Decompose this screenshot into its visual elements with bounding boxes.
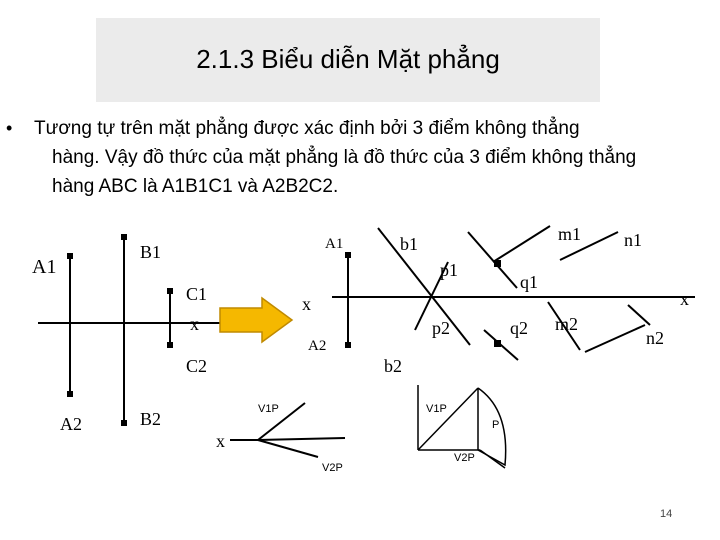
line-n2 bbox=[585, 325, 645, 352]
trace-mid-left bbox=[258, 438, 345, 440]
point-B2 bbox=[121, 420, 127, 426]
label-B2: B2 bbox=[140, 409, 162, 429]
label-m2: m2 bbox=[555, 314, 579, 334]
label-C1: C1 bbox=[186, 284, 208, 304]
transform-arrow bbox=[220, 298, 292, 342]
label-q2: q2 bbox=[510, 318, 528, 338]
label-p1: p1 bbox=[440, 260, 458, 280]
body-line-2: hàng. Vậy đồ thức của mặt phẳng là đồ thức của 3 điểm không thẳng bbox=[52, 147, 637, 168]
label-x-right: x bbox=[680, 289, 689, 309]
line-b bbox=[378, 228, 470, 345]
point-A1-mid bbox=[345, 252, 351, 258]
label-B1: B1 bbox=[140, 242, 162, 262]
label-A2-mid: A2 bbox=[308, 338, 327, 354]
label-v2p-left: V2P bbox=[322, 462, 343, 474]
body-line-3: hàng ABC là A1B1C1 và A2B2C2. bbox=[52, 176, 339, 197]
trace-v2p-left bbox=[258, 440, 318, 457]
page-number: 14 bbox=[660, 508, 673, 520]
plane-bottom-ext bbox=[480, 450, 505, 468]
label-p-right: P bbox=[492, 419, 500, 431]
point-A2-mid bbox=[345, 342, 351, 348]
label-A1-left: A1 bbox=[32, 256, 57, 278]
point-C1 bbox=[167, 288, 173, 294]
label-v1p-left: V1P bbox=[258, 403, 279, 415]
point-A2 bbox=[67, 391, 73, 397]
label-v1p-right: V1P bbox=[426, 403, 447, 415]
label-b1: b1 bbox=[400, 234, 418, 254]
label-x-mid: x bbox=[302, 294, 311, 314]
label-C2: C2 bbox=[186, 356, 208, 376]
label-x-bottom: x bbox=[216, 431, 225, 451]
label-x-left: x bbox=[190, 314, 199, 334]
label-q1: q1 bbox=[520, 272, 538, 292]
label-n2: n2 bbox=[646, 328, 664, 348]
body-line-1: Tương tự trên mặt phẳng được xác định bởi 3 điểm không thẳng bbox=[34, 118, 580, 139]
bullet-point: • bbox=[6, 118, 13, 138]
point-q1 bbox=[494, 260, 501, 267]
label-b2: b2 bbox=[384, 356, 402, 376]
point-B1 bbox=[121, 234, 127, 240]
point-q2 bbox=[494, 340, 501, 347]
label-m1: m1 bbox=[558, 224, 582, 244]
label-n1: n1 bbox=[624, 230, 642, 250]
label-A1-mid: A1 bbox=[325, 236, 344, 252]
label-A2-left: A2 bbox=[60, 414, 82, 434]
point-A1 bbox=[67, 253, 73, 259]
plane-diag bbox=[418, 388, 478, 450]
line-q bbox=[468, 232, 517, 288]
slide-title: 2.1.3 Biểu diễn Mặt phẳng bbox=[196, 44, 500, 74]
label-v2p-right: V2P bbox=[454, 452, 475, 464]
label-p2: p2 bbox=[432, 318, 450, 338]
point-C2 bbox=[167, 342, 173, 348]
line-x-right bbox=[628, 305, 650, 325]
line-m1 bbox=[493, 226, 550, 262]
